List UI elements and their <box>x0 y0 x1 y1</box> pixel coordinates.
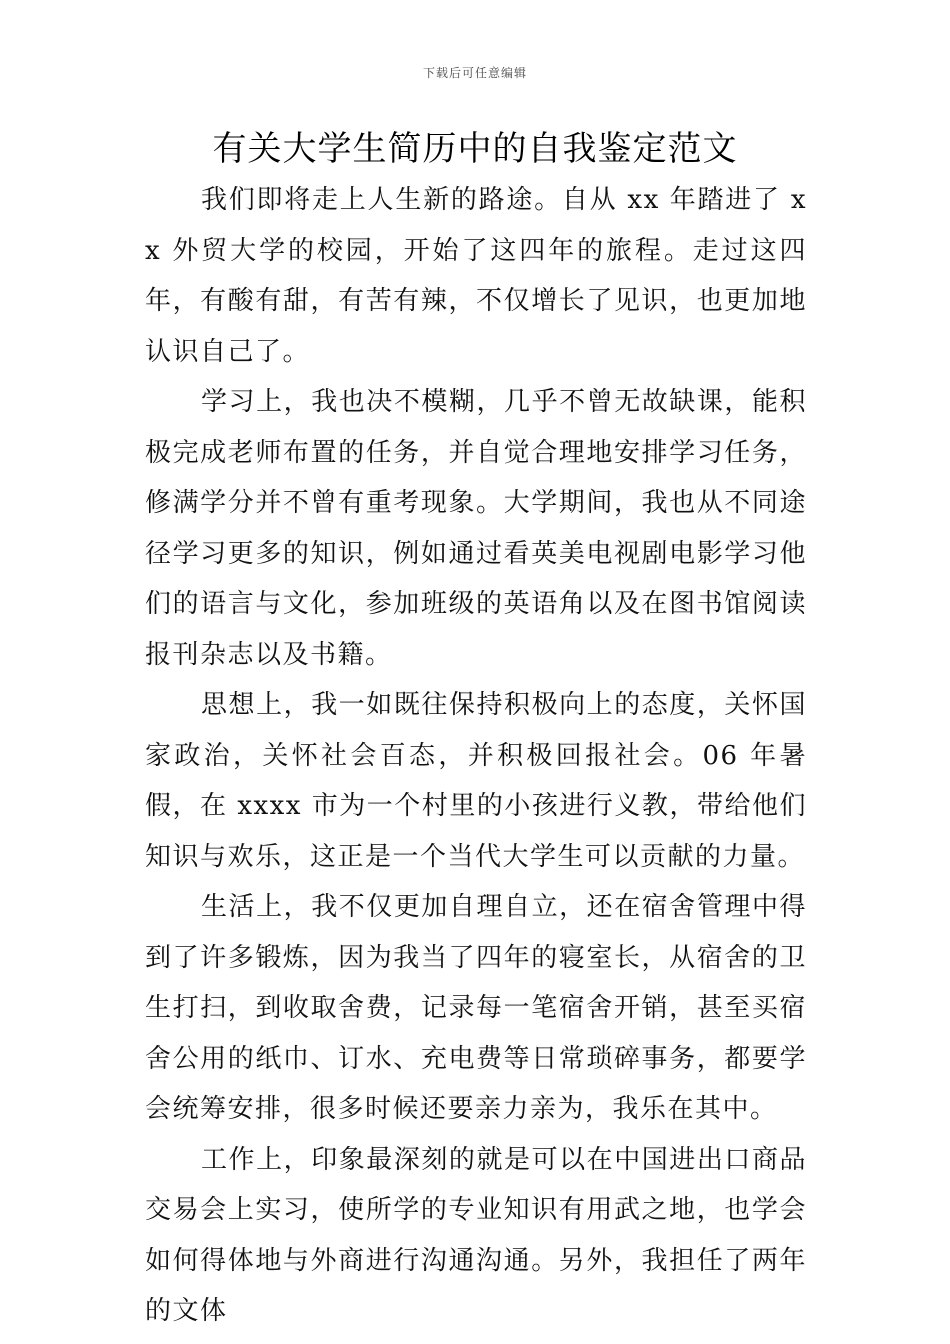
document-title: 有关大学生简历中的自我鉴定范文 <box>212 129 738 169</box>
paragraph-study: 学习上，我也决不模糊，几乎不曾无故缺课，能积极完成老师布置的任务，并自觉合理地安排学习任务，修满学分并不曾有重考现象。大学期间，我也从不同途径学习更多的知识，例如通过看英美电视剧电影学习他们的语言与文化，参加班级的英语角以及在图书馆阅读报刊杂志以及书籍。 <box>145 387 807 670</box>
paragraph-work: 工作上，印象最深刻的就是可以在中国进出口商品交易会上实习，使所学的专业知识有用武之地，也学会如何得体地与外商进行沟通沟通。另外，我担任了两年的文体 <box>145 1144 807 1326</box>
paragraph-thought: 思想上，我一如既往保持积极向上的态度，关怀国家政治，关怀社会百态，并积极回报社会。06 年暑假，在 xxxx 市为一个村里的小孩进行义教，带给他们知识与欢乐，这正是一个当代大学生可以贡献的力量。 <box>145 690 807 872</box>
document-body <box>145 175 807 1337</box>
paragraph-intro: 我们即将走上人生新的路途。自从 xx 年踏进了 xx 外贸大学的校园，开始了这四年的旅程。走过这四年，有酸有甜，有苦有辣，不仅增长了见识，也更加地认识自己了。 <box>145 185 807 367</box>
paragraph-life: 生活上，我不仅更加自理自立，还在宿舍管理中得到了许多锻炼，因为我当了四年的寝室长，从宿舍的卫生打扫，到收取舍费，记录每一笔宿舍开销，甚至买宿舍公用的纸巾、订水、充电费等日常琐碎事务，都要学会统筹安排，很多时候还要亲力亲为，我乐在其中。 <box>145 892 807 1124</box>
header-note: 下载后可任意编辑 <box>422 66 527 80</box>
